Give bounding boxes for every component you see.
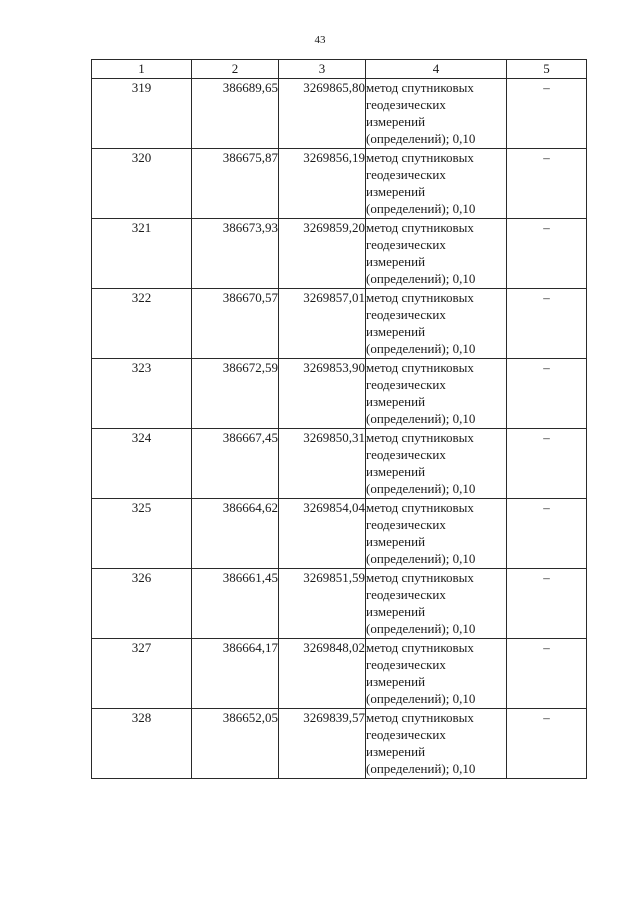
method-line: измерений xyxy=(366,324,426,339)
method-line: (определений); 0,10 xyxy=(366,341,476,356)
method-line: метод спутниковых xyxy=(366,220,474,235)
x-coordinate-cell: 386664,62 xyxy=(192,499,279,569)
method-line: (определений); 0,10 xyxy=(366,201,476,216)
method-line: геодезических xyxy=(366,237,446,252)
method-line: геодезических xyxy=(366,447,446,462)
x-coordinate-cell: 386670,57 xyxy=(192,289,279,359)
y-coordinate-cell: 3269859,20 xyxy=(279,219,366,289)
point-number-cell: 327 xyxy=(92,639,192,709)
method-line: метод спутниковых xyxy=(366,80,474,95)
table-row xyxy=(92,569,587,639)
method-line: метод спутниковых xyxy=(366,360,474,375)
note-cell: – xyxy=(507,569,587,639)
column-header: 4 xyxy=(366,60,507,79)
note-cell: – xyxy=(507,709,587,779)
table-row xyxy=(92,709,587,779)
method-line: метод спутниковых xyxy=(366,290,474,305)
y-coordinate-cell: 3269865,80 xyxy=(279,79,366,149)
method-line: (определений); 0,10 xyxy=(366,551,476,566)
x-coordinate-cell: 386667,45 xyxy=(192,429,279,499)
method-line: измерений xyxy=(366,114,426,129)
point-number-cell: 328 xyxy=(92,709,192,779)
method-line: метод спутниковых xyxy=(366,570,474,585)
method-line: (определений); 0,10 xyxy=(366,131,476,146)
method-cell xyxy=(366,429,507,499)
method-line: геодезических xyxy=(366,377,446,392)
note-cell: – xyxy=(507,429,587,499)
note-cell: – xyxy=(507,79,587,149)
method-line: измерений xyxy=(366,674,426,689)
y-coordinate-cell: 3269850,31 xyxy=(279,429,366,499)
column-header: 1 xyxy=(92,60,192,79)
x-coordinate-cell: 386673,93 xyxy=(192,219,279,289)
table-row xyxy=(92,219,587,289)
method-cell xyxy=(366,79,507,149)
method-line: измерений xyxy=(366,254,426,269)
table-row xyxy=(92,429,587,499)
y-coordinate-cell: 3269853,90 xyxy=(279,359,366,429)
point-number-cell: 326 xyxy=(92,569,192,639)
table-header-row xyxy=(92,60,587,79)
method-cell xyxy=(366,499,507,569)
table-row xyxy=(92,149,587,219)
column-header: 2 xyxy=(192,60,279,79)
point-number-cell: 323 xyxy=(92,359,192,429)
table-row xyxy=(92,639,587,709)
y-coordinate-cell: 3269857,01 xyxy=(279,289,366,359)
note-cell: – xyxy=(507,359,587,429)
x-coordinate-cell: 386672,59 xyxy=(192,359,279,429)
method-cell xyxy=(366,639,507,709)
method-line: метод спутниковых xyxy=(366,710,474,725)
point-number-cell: 319 xyxy=(92,79,192,149)
method-line: метод спутниковых xyxy=(366,430,474,445)
x-coordinate-cell: 386652,05 xyxy=(192,709,279,779)
table-row xyxy=(92,79,587,149)
y-coordinate-cell: 3269854,04 xyxy=(279,499,366,569)
x-coordinate-cell: 386675,87 xyxy=(192,149,279,219)
method-cell xyxy=(366,219,507,289)
method-line: (определений); 0,10 xyxy=(366,411,476,426)
table-row xyxy=(92,359,587,429)
method-line: (определений); 0,10 xyxy=(366,481,476,496)
y-coordinate-cell: 3269839,57 xyxy=(279,709,366,779)
method-cell xyxy=(366,289,507,359)
method-line: геодезических xyxy=(366,587,446,602)
point-number-cell: 322 xyxy=(92,289,192,359)
method-line: (определений); 0,10 xyxy=(366,271,476,286)
method-line: геодезических xyxy=(366,517,446,532)
x-coordinate-cell: 386689,65 xyxy=(192,79,279,149)
method-line: измерений xyxy=(366,464,426,479)
method-line: метод спутниковых xyxy=(366,640,474,655)
point-number-cell: 325 xyxy=(92,499,192,569)
method-line: измерений xyxy=(366,534,426,549)
method-cell xyxy=(366,359,507,429)
point-number-cell: 320 xyxy=(92,149,192,219)
method-cell xyxy=(366,569,507,639)
method-line: (определений); 0,10 xyxy=(366,761,476,776)
note-cell: – xyxy=(507,219,587,289)
method-line: измерений xyxy=(366,184,426,199)
method-line: измерений xyxy=(366,604,426,619)
y-coordinate-cell: 3269851,59 xyxy=(279,569,366,639)
method-line: измерений xyxy=(366,394,426,409)
method-line: метод спутниковых xyxy=(366,500,474,515)
point-number-cell: 324 xyxy=(92,429,192,499)
table-row xyxy=(92,289,587,359)
table-body xyxy=(92,79,587,779)
method-line: геодезических xyxy=(366,727,446,742)
method-line: геодезических xyxy=(366,97,446,112)
note-cell: – xyxy=(507,289,587,359)
x-coordinate-cell: 386661,45 xyxy=(192,569,279,639)
method-line: геодезических xyxy=(366,167,446,182)
method-line: измерений xyxy=(366,744,426,759)
y-coordinate-cell: 3269848,02 xyxy=(279,639,366,709)
coordinates-table xyxy=(91,59,587,779)
note-cell: – xyxy=(507,149,587,219)
column-header: 3 xyxy=(279,60,366,79)
method-line: геодезических xyxy=(366,307,446,322)
point-number-cell: 321 xyxy=(92,219,192,289)
note-cell: – xyxy=(507,639,587,709)
method-line: (определений); 0,10 xyxy=(366,691,476,706)
table-row xyxy=(92,499,587,569)
y-coordinate-cell: 3269856,19 xyxy=(279,149,366,219)
method-line: (определений); 0,10 xyxy=(366,621,476,636)
method-line: геодезических xyxy=(366,657,446,672)
method-line: метод спутниковых xyxy=(366,150,474,165)
x-coordinate-cell: 386664,17 xyxy=(192,639,279,709)
method-cell xyxy=(366,149,507,219)
method-cell xyxy=(366,709,507,779)
column-header: 5 xyxy=(507,60,587,79)
page-number: 43 xyxy=(314,34,326,46)
note-cell: – xyxy=(507,499,587,569)
